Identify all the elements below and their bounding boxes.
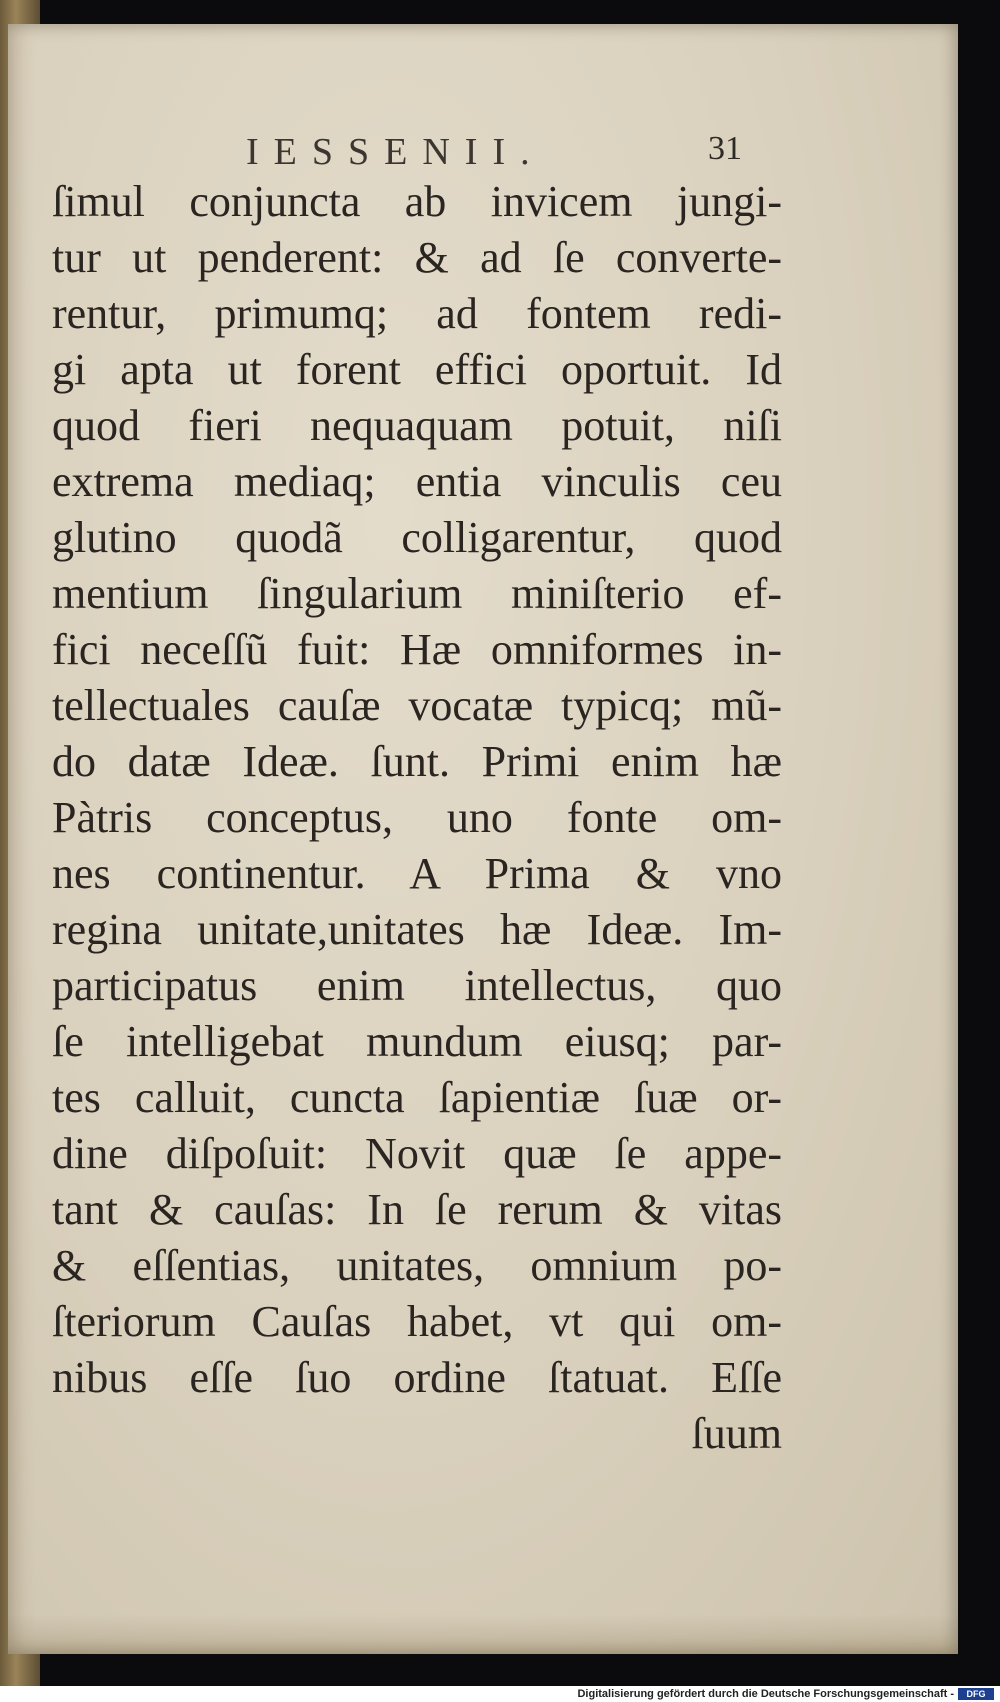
text-line: gi apta ut forent effici oportuit. Id [52, 345, 782, 394]
text-line: Pàtris conceptus, uno fonte om- [52, 793, 782, 842]
text-line: nes continentur. A Prima & vno [52, 849, 782, 898]
running-head: IESSENII. [246, 131, 545, 173]
page-header [8, 130, 958, 178]
text-line: ſteriorum Cauſas habet, vt qui om- [52, 1297, 782, 1346]
text-line: dine diſpoſuit: Novit quæ ſe appe- [52, 1129, 782, 1178]
text-line: fici neceſſũ fuit: Hæ omniformes in- [52, 625, 782, 674]
text-line: regina unitate,unitates hæ Ideæ. Im- [52, 905, 782, 954]
text-line: participatus enim intellectus, quo [52, 961, 782, 1010]
page-number: 31 [708, 130, 742, 167]
funding-credit: Digitalisierung gefördert durch die Deutsche Forschungsgemeinschaft - [577, 1688, 954, 1700]
text-line: quod fieri nequaquam potuit, niſi [52, 401, 782, 450]
text-line: extrema mediaq; entia vinculis ceu [52, 457, 782, 506]
digitization-footer [0, 1686, 1000, 1702]
text-line: ſe intelligebat mundum eiusq; par- [52, 1017, 782, 1066]
text-line: ſimul conjuncta ab invicem jungi- [52, 177, 782, 226]
text-line: tes calluit, cuncta ſapientiæ ſuæ or- [52, 1073, 782, 1122]
text-line: mentium ſingularium miniſterio ef- [52, 569, 782, 618]
catchword: ſuum [691, 1409, 782, 1458]
dfg-logo: DFG [958, 1688, 994, 1700]
text-line: nibus eſſe ſuo ordine ſtatuat. Eſſe [52, 1353, 782, 1402]
text-line: do datæ Ideæ. ſunt. Primi enim hæ [52, 737, 782, 786]
text-line: glutino quodã colligarentur, quod [52, 513, 782, 562]
text-line: tur ut penderent: & ad ſe converte- [52, 233, 782, 282]
text-line: tellectuales cauſæ vocatæ typicq; mũ- [52, 681, 782, 730]
text-line: rentur, primumq; ad fontem redi- [52, 289, 782, 338]
text-line: & eſſentias, unitates, omnium po- [52, 1241, 782, 1290]
text-line: tant & cauſas: In ſe rerum & vitas [52, 1185, 782, 1234]
book-page [8, 24, 958, 1654]
body-text [52, 174, 782, 1462]
